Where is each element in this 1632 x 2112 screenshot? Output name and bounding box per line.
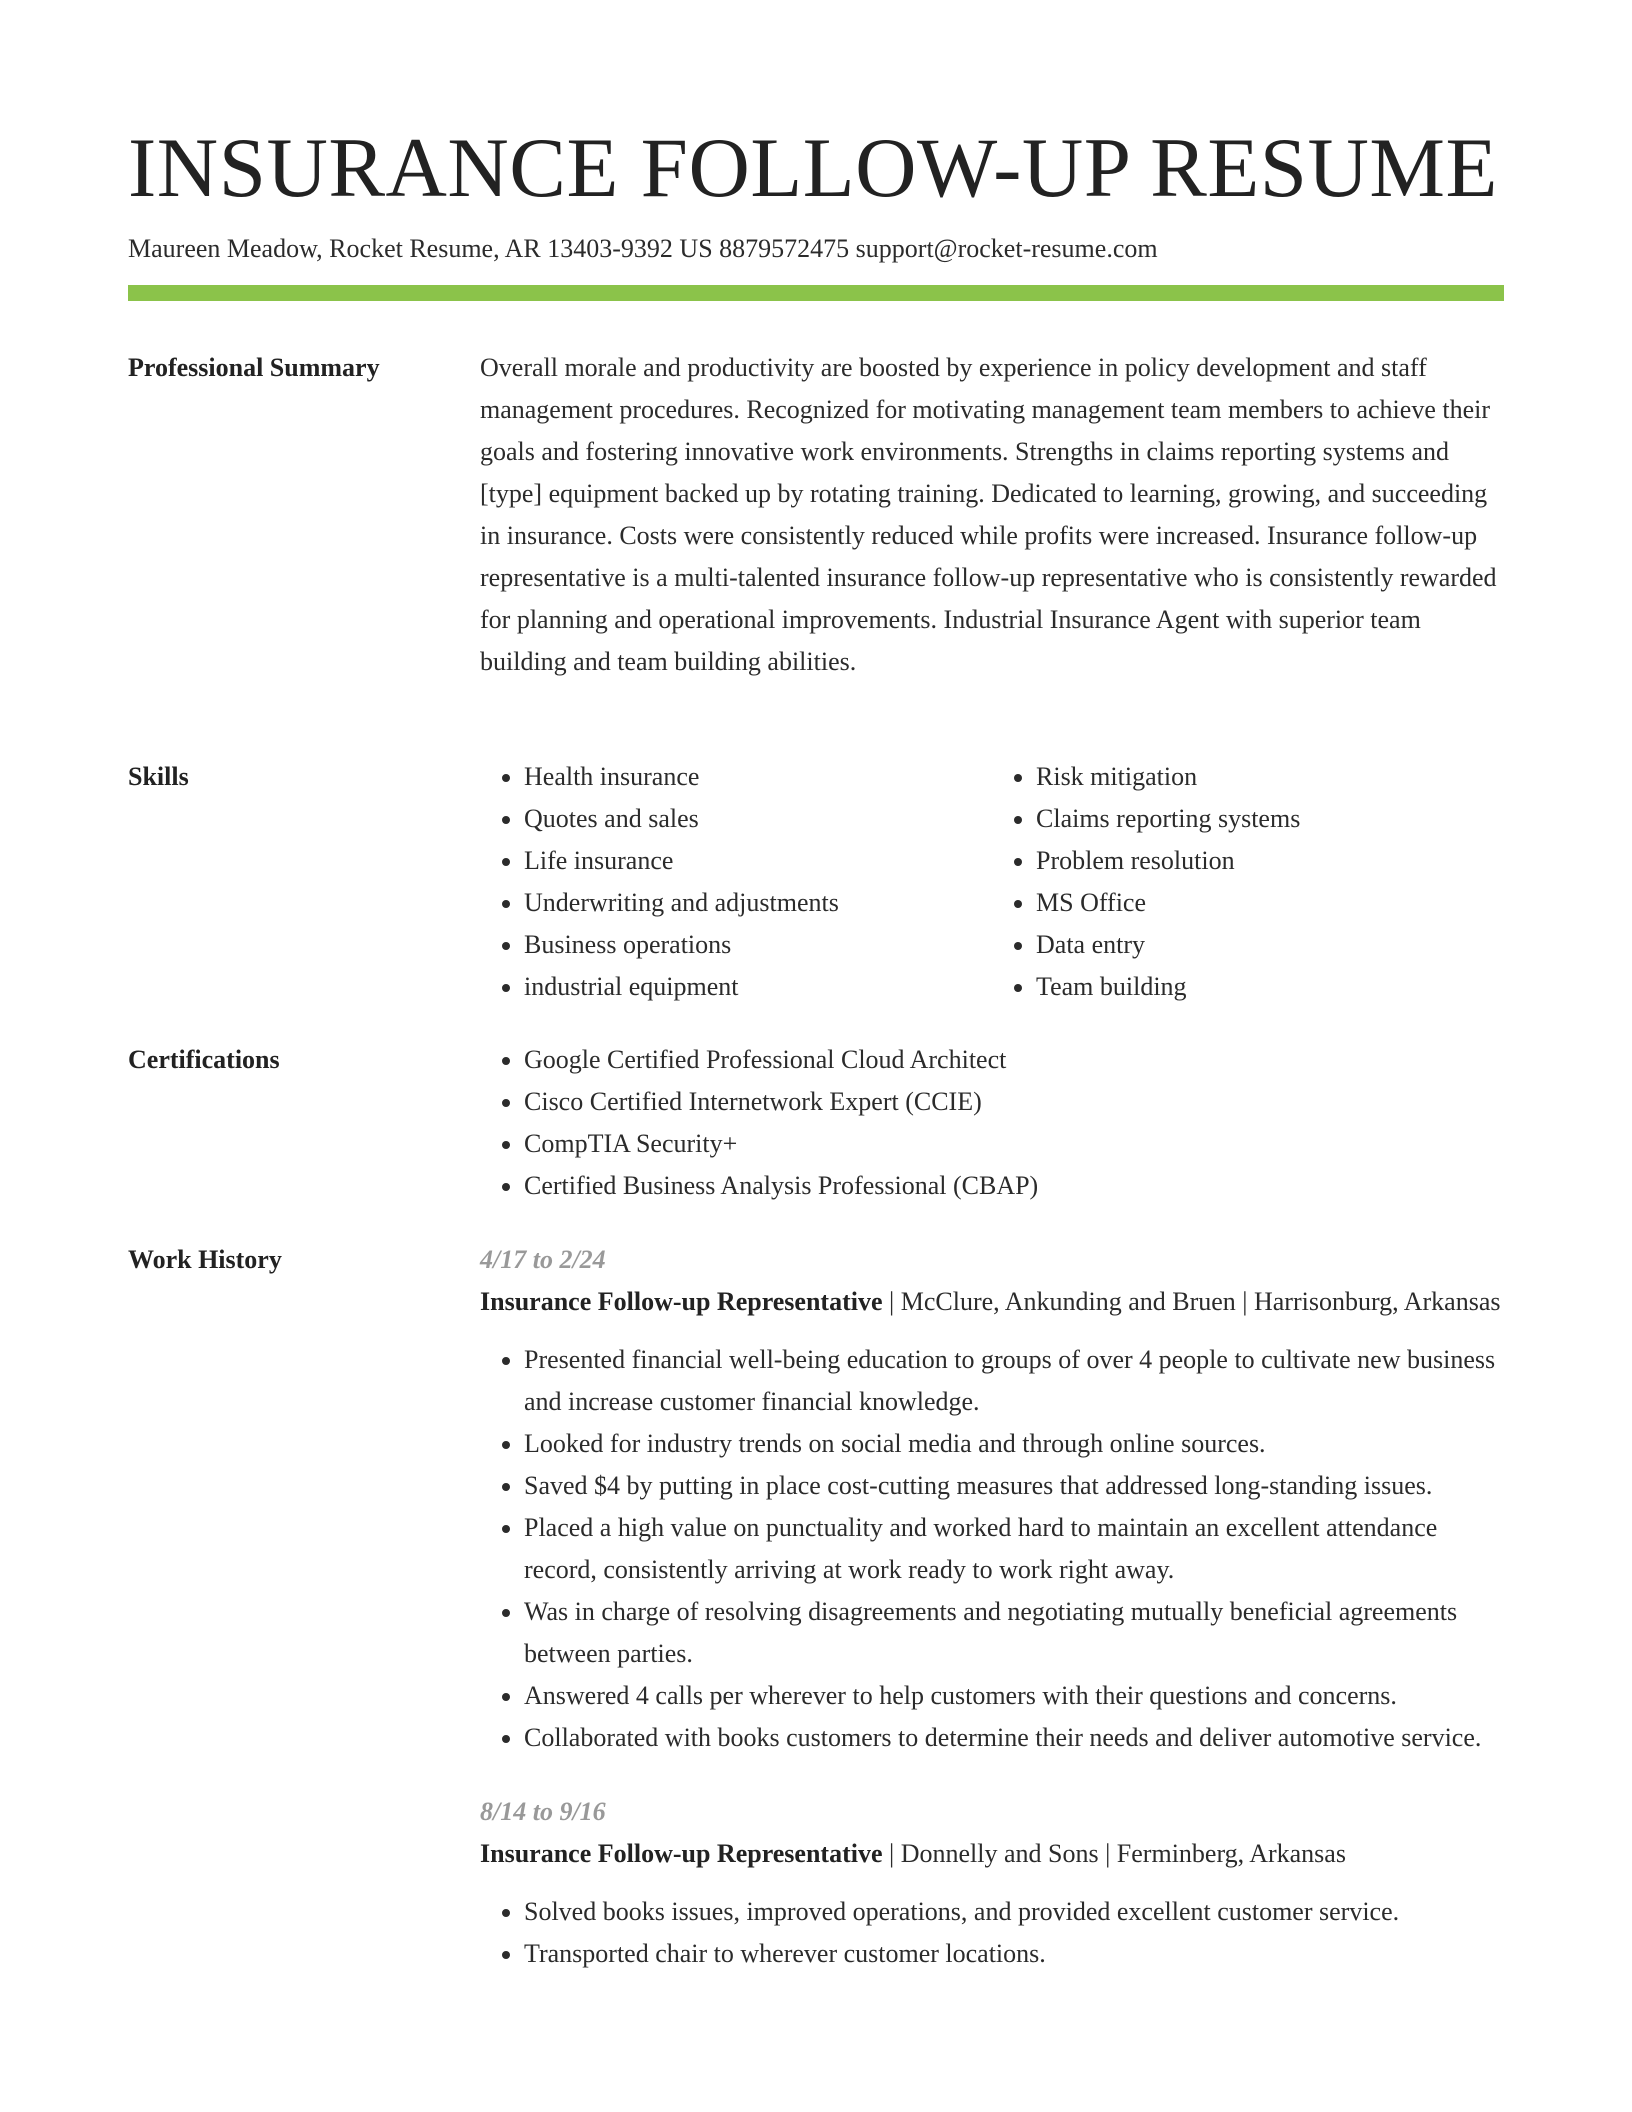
skill-item: • industrial equipment <box>524 966 992 1008</box>
job-bullet: • Was in charge of resolving disagreements and negotiating mutually beneficial agreements between parties. <box>524 1591 1504 1675</box>
job-bullet: • Looked for industry trends on social media and through online sources. <box>524 1423 1504 1465</box>
accent-divider <box>128 285 1504 301</box>
certification-item: • CompTIA Security+ <box>524 1123 1504 1165</box>
certification-item: • Cisco Certified Internetwork Expert (CCIE) <box>524 1081 1504 1123</box>
job-heading <box>480 1833 1504 1875</box>
skill-item: • Health insurance <box>524 756 992 798</box>
resume-title: INSURANCE FOLLOW-UP RESUME <box>128 121 1498 215</box>
job-bullet: • Placed a high value on punctuality and worked hard to maintain an excellent attendance record, consistently arriving at work ready to work right away. <box>524 1507 1504 1591</box>
contact-line: Maureen Meadow, Rocket Resume, AR 13403-9392 US 8879572475 support@rocket-resume.com <box>128 234 1158 263</box>
job-heading <box>480 1281 1504 1323</box>
skill-item: • Claims reporting systems <box>1036 798 1504 840</box>
job-bullet: • Transported chair to wherever customer locations. <box>524 1933 1504 1975</box>
skill-item: • Quotes and sales <box>524 798 992 840</box>
skill-item: • Team building <box>1036 966 1504 1008</box>
skill-item: • Business operations <box>524 924 992 966</box>
skills-list-right <box>992 756 1504 1008</box>
work-history-heading: Work History <box>128 1245 282 1274</box>
job-entry <box>480 1239 1504 1759</box>
job-dates: 8/14 to 9/16 <box>480 1797 606 1826</box>
certification-item: • Google Certified Professional Cloud Architect <box>524 1039 1504 1081</box>
skills-list-left <box>480 756 992 1008</box>
job-bullet: • Collaborated with books customers to determine their needs and deliver automotive service. <box>524 1717 1504 1759</box>
job-bullet: • Answered 4 calls per wherever to help customers with their questions and concerns. <box>524 1675 1504 1717</box>
skill-item: • Underwriting and adjustments <box>524 882 992 924</box>
skills-columns <box>480 756 1504 1008</box>
job-title: Insurance Follow-up Representative <box>480 1839 883 1868</box>
skill-item: • MS Office <box>1036 882 1504 924</box>
certification-item: • Certified Business Analysis Professional (CBAP) <box>524 1165 1504 1207</box>
certifications-list <box>480 1039 1504 1207</box>
skill-item: • Life insurance <box>524 840 992 882</box>
job-title: Insurance Follow-up Representative <box>480 1287 883 1316</box>
job-entry <box>480 1791 1504 1975</box>
job-company-location: | McClure, Ankunding and Bruen | Harrisonburg, Arkansas <box>882 1287 1501 1316</box>
work-history-content <box>480 1239 1504 1975</box>
summary-heading: Professional Summary <box>128 353 380 382</box>
job-bullets <box>480 1891 1504 1975</box>
job-dates: 4/17 to 2/24 <box>480 1245 606 1274</box>
skill-item: • Data entry <box>1036 924 1504 966</box>
summary-text: Overall morale and productivity are boosted by experience in policy development and staff management procedures. Recognized for motivating management team members to achieve their goals and fostering innovative work environments. Strengths in claims reporting systems and [type] equipment backed up by rotating training. Dedicated to learning, growing, and succeeding in insurance. Costs were consistently reduced while profits were increased. Insurance follow-up representative is a multi-talented insurance follow-up representative who is consistently rewarded for planning and operational improvements. Industrial Insurance Agent with superior team building and team building abilities. <box>480 353 1497 676</box>
skill-item: • Problem resolution <box>1036 840 1504 882</box>
job-company-location: | Donnelly and Sons | Ferminberg, Arkansas <box>882 1839 1346 1868</box>
certifications-heading: Certifications <box>128 1045 280 1074</box>
skill-item: • Risk mitigation <box>1036 756 1504 798</box>
job-bullets <box>480 1339 1504 1759</box>
certifications-content <box>480 1039 1504 1207</box>
job-bullet: • Presented financial well-being education to groups of over 4 people to cultivate new business and increase customer financial knowledge. <box>524 1339 1504 1423</box>
skills-heading: Skills <box>128 762 189 791</box>
job-bullet: • Saved $4 by putting in place cost-cutting measures that addressed long-standing issues. <box>524 1465 1504 1507</box>
job-bullet: • Solved books issues, improved operations, and provided excellent customer service. <box>524 1891 1504 1933</box>
